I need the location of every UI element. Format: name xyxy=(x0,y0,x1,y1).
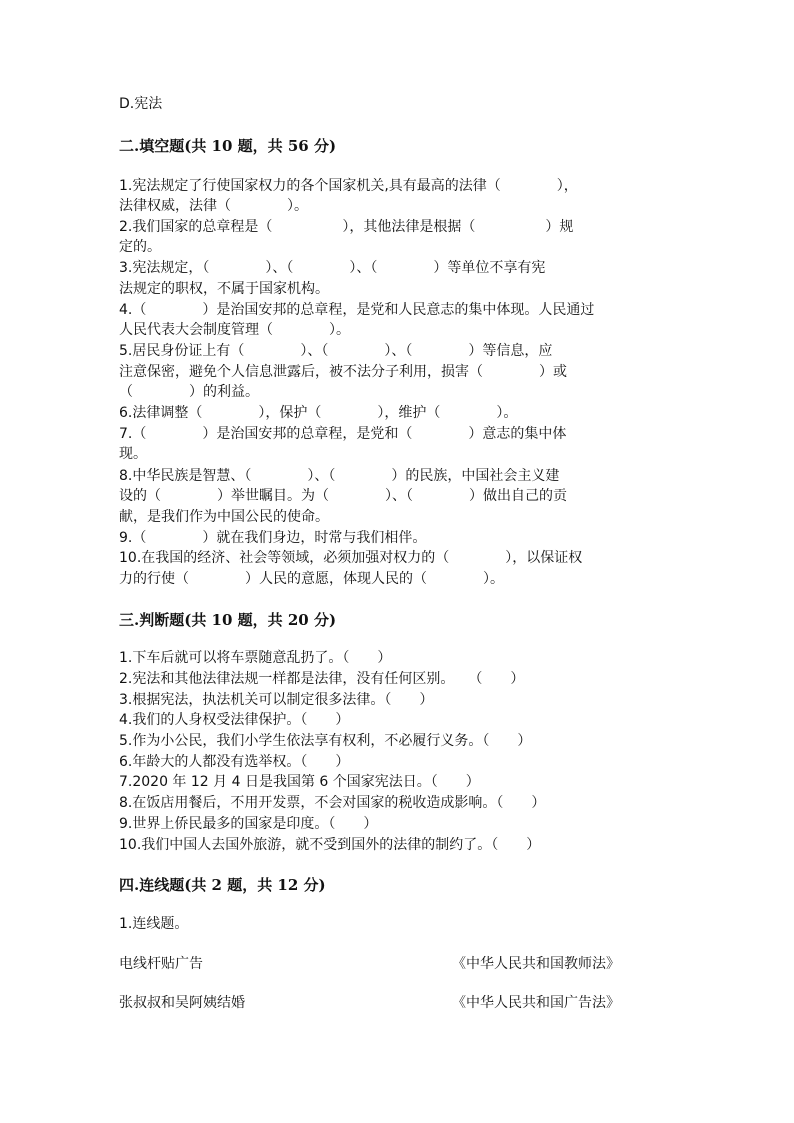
section-heading-fill-in: 二.填空题(共 10 题，共 56 分) xyxy=(119,137,337,155)
fill-in-line: 6.法律调整（ ），保护（ ），维护（ ）。 xyxy=(119,405,518,421)
true-false-line: 10.我们中国人去国外旅游，就不受到国外的法律的制约了。（ ） xyxy=(119,837,541,853)
fill-in-line: 10.在我国的经济、社会等领域，必须加强对权力的（ ），以保证权 xyxy=(119,550,583,566)
matching-question: 1.连线题。 xyxy=(119,916,189,932)
fill-in-line: 8.中华民族是智慧、（ ）、（ ）的民族，中国社会主义建 xyxy=(119,468,560,484)
matching-left-item: 电线杆贴广告 xyxy=(119,956,203,972)
fill-in-line: 献，是我们作为中国公民的使命。 xyxy=(119,509,329,525)
fill-in-line: 1.宪法规定了行使国家权力的各个国家机关,具有最高的法律（ ）， xyxy=(119,178,578,194)
section-heading-matching: 四.连线题(共 2 题，共 12 分) xyxy=(119,876,326,894)
true-false-line: 8.在饭店用餐后，不用开发票，不会对国家的税收造成影响。（ ） xyxy=(119,795,546,811)
fill-in-line: 3.宪法规定，（ ）、（ ）、（ ）等单位不享有宪 xyxy=(119,260,546,276)
true-false-line: 3.根据宪法，执法机关可以制定很多法律。（ ） xyxy=(119,692,434,708)
fill-in-line: 力的行使（ ）人民的意愿，体现人民的（ ）。 xyxy=(119,571,504,587)
matching-left-item: 张叔叔和吴阿姨结婚 xyxy=(119,995,245,1011)
true-false-line: 5.作为小公民，我们小学生依法享有权利，不必履行义务。（ ） xyxy=(119,733,532,749)
fill-in-line: 人民代表大会制度管理（ ）。 xyxy=(119,322,350,338)
fill-in-line: 定的。 xyxy=(119,239,161,255)
true-false-line: 6.年龄大的人都没有选举权。（ ） xyxy=(119,754,350,770)
matching-right-item: 《中华人民共和国广告法》 xyxy=(452,995,620,1011)
fill-in-line: 9.（ ）就在我们身边，时常与我们相伴。 xyxy=(119,530,427,546)
true-false-line: 1.下车后就可以将车票随意乱扔了。（ ） xyxy=(119,650,392,666)
fill-in-line: 注意保密，避免个人信息泄露后，被不法分子利用，损害（ ）或 xyxy=(119,364,567,380)
fill-in-line: 现。 xyxy=(119,446,147,462)
fill-in-line: 法规定的职权，不属于国家机构。 xyxy=(119,281,329,297)
option-d: D.宪法 xyxy=(119,96,163,112)
section-heading-true-false: 三.判断题(共 10 题，共 20 分) xyxy=(119,611,337,629)
fill-in-line: 设的（ ）举世瞩目。为（ ）、（ ）做出自己的贡 xyxy=(119,488,567,504)
fill-in-line: 法律权威，法律（ ）。 xyxy=(119,198,308,214)
matching-right-item: 《中华人民共和国教师法》 xyxy=(452,956,620,972)
fill-in-line: 2.我们国家的总章程是（ ），其他法律是根据（ ）规 xyxy=(119,219,574,235)
fill-in-line: 7.（ ）是治国安邦的总章程，是党和（ ）意志的集中体 xyxy=(119,426,567,442)
true-false-line: 4.我们的人身权受法律保护。（ ） xyxy=(119,712,350,728)
true-false-line: 7.2020 年 12 月 4 日是我国第 6 个国家宪法日。（ ） xyxy=(119,774,480,790)
fill-in-line: 5.居民身份证上有（ ）、（ ）、（ ）等信息，应 xyxy=(119,343,553,359)
true-false-line: 2.宪法和其他法律法规一样都是法律，没有任何区别。 （ ） xyxy=(119,671,525,687)
fill-in-line: 4.（ ）是治国安邦的总章程，是党和人民意志的集中体现。人民通过 xyxy=(119,302,595,318)
fill-in-line: （ ）的利益。 xyxy=(119,384,259,400)
true-false-line: 9.世界上侨民最多的国家是印度。（ ） xyxy=(119,816,378,832)
